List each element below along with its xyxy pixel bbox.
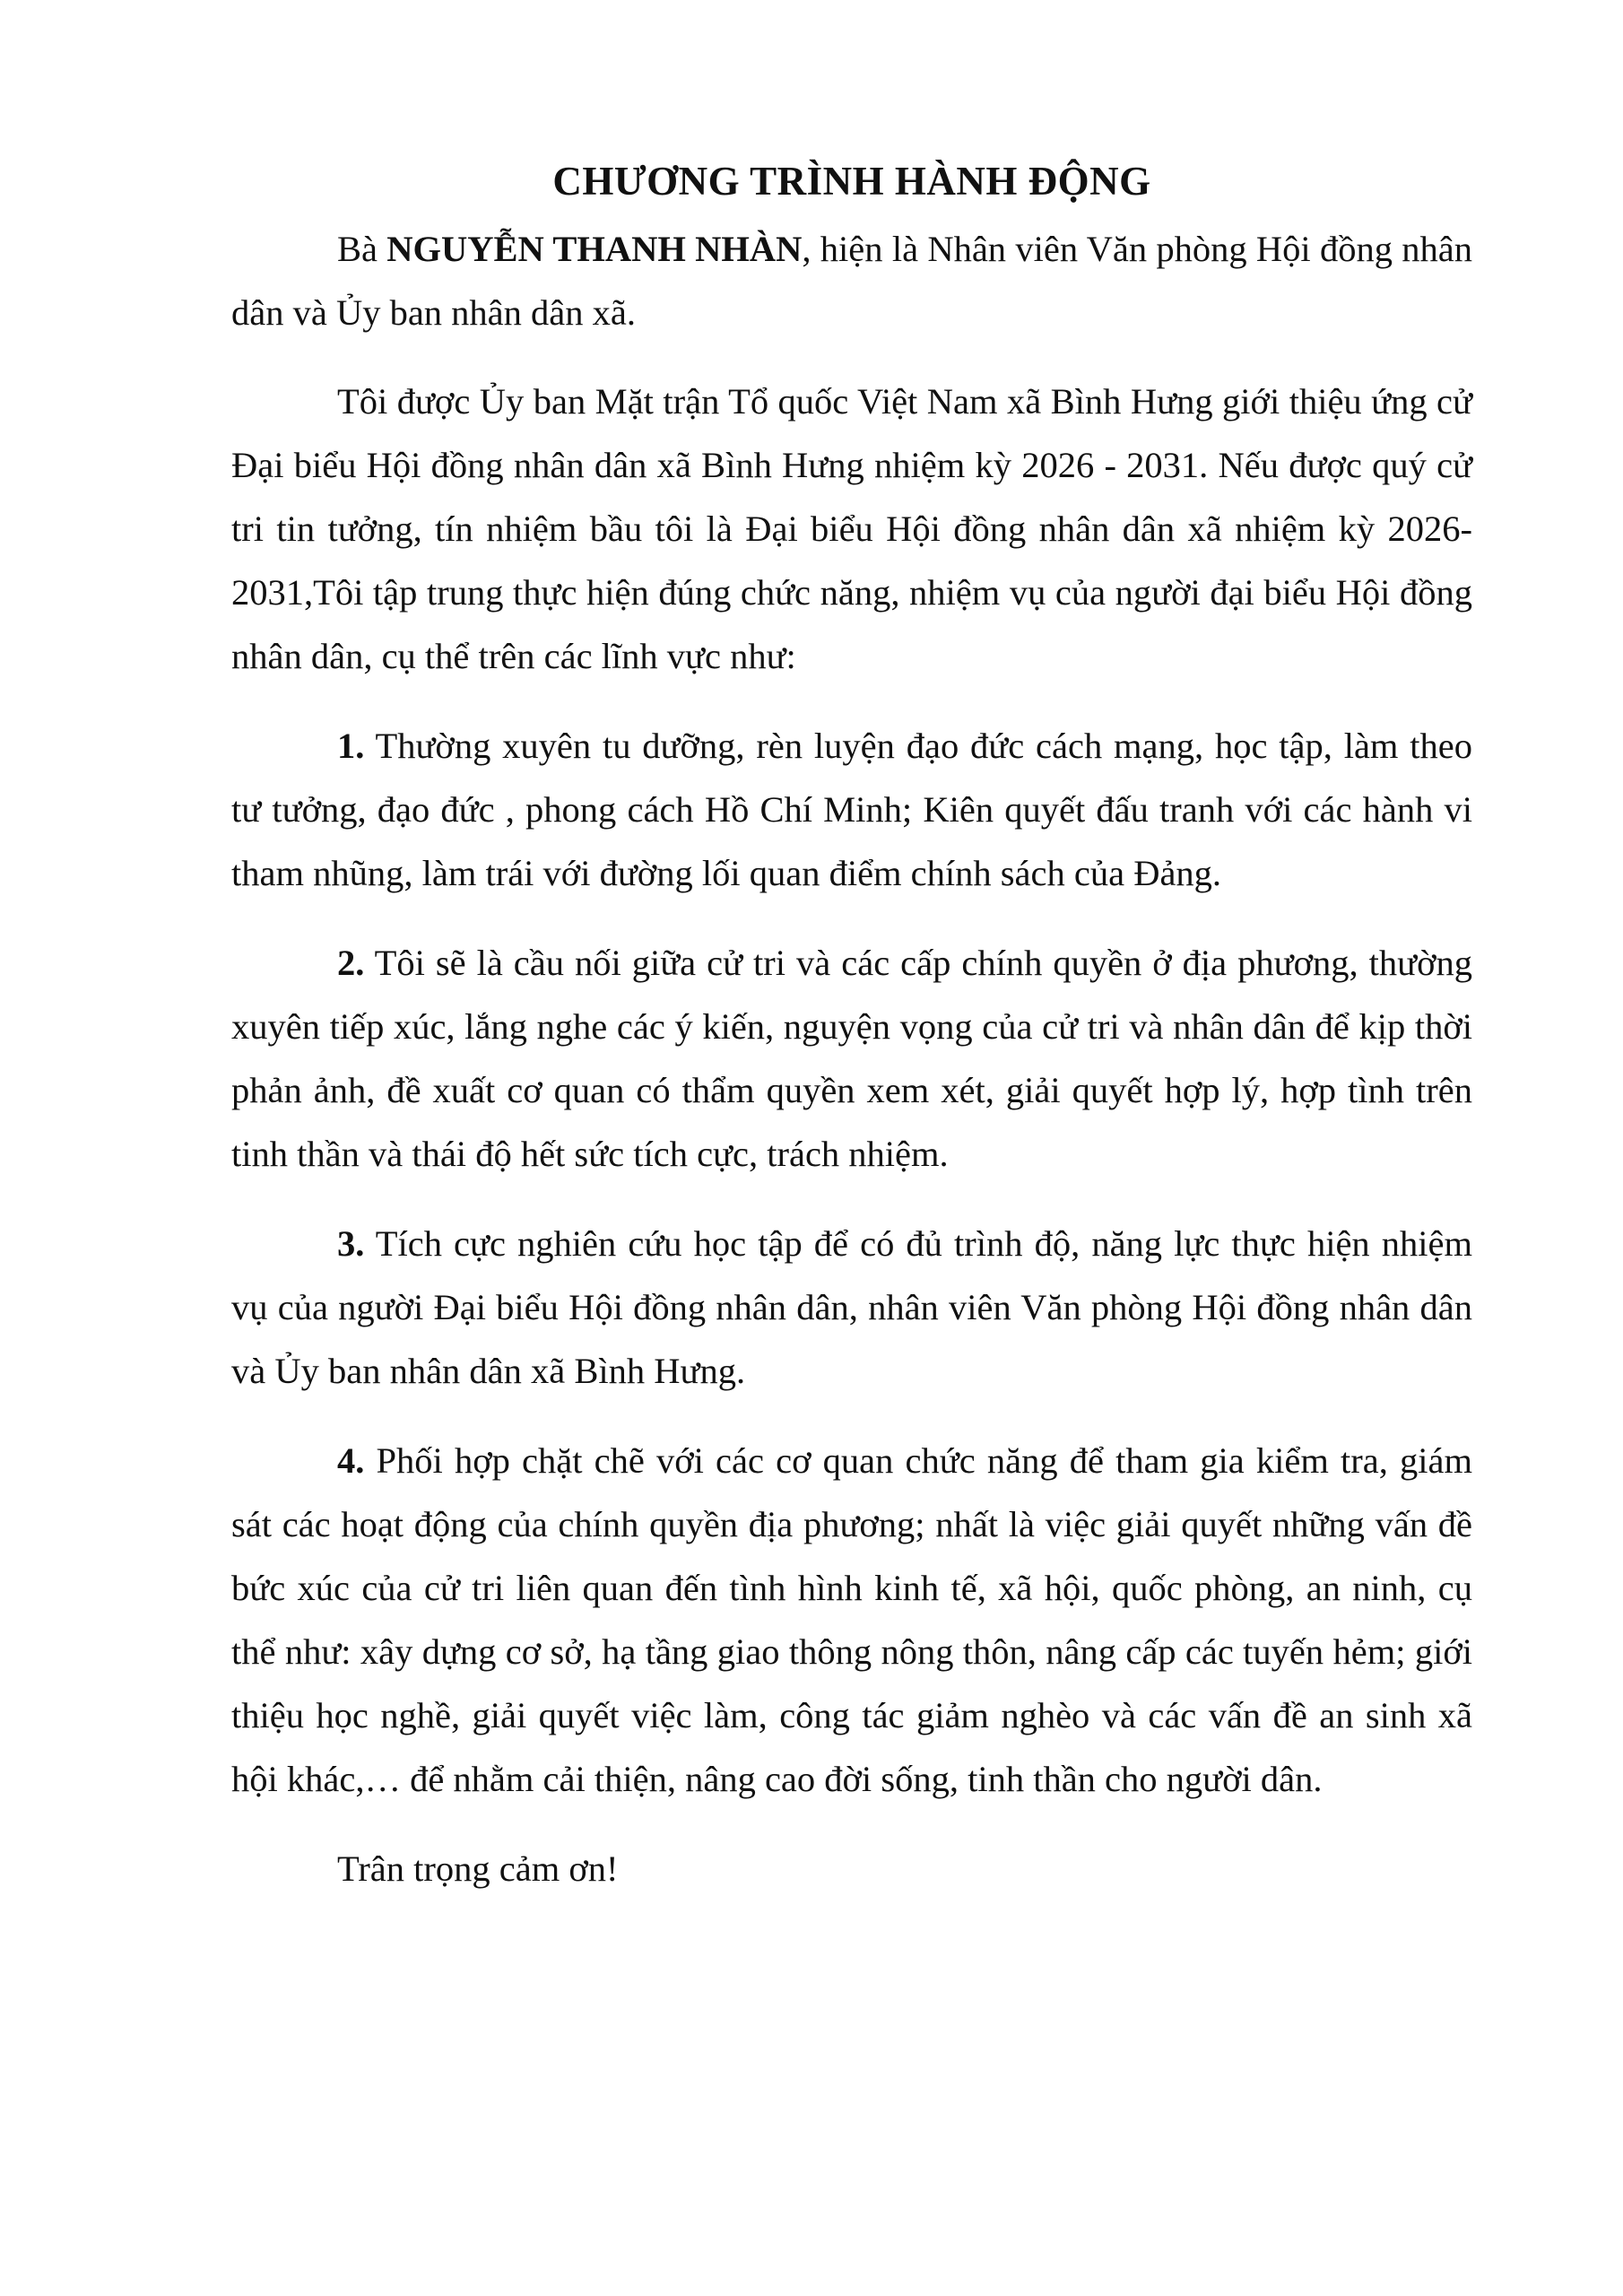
intro-suffix: , hiện là Nhân viên Văn phòng Hội đồng nhân dân và Ủy ban nhân dân xã. (231, 229, 1472, 333)
document-title: CHƯƠNG TRÌNH HÀNH ĐỘNG (552, 159, 1151, 204)
action-item-1 (231, 714, 1472, 905)
action-item-4 (231, 1429, 1472, 1811)
action-item-3 (231, 1212, 1472, 1403)
candidate-name: NGUYỄN THANH NHÀN (386, 229, 803, 269)
closing-line: Trân trọng cảm ơn! (337, 1848, 619, 1889)
item-text: Phối hợp chặt chẽ với các cơ quan chức năng để tham gia kiểm tra, giám sát các hoạt động của chính quyền địa phương; nhất là việc giải quyết những vấn đề bức xúc của cử tri liên quan đến tình hình kinh tế, xã hội, quốc phòng, an ninh, cụ thể như: xây dựng cơ sở, hạ tầng giao thông nông thôn, nâng cấp các tuyến hẻm; giới thiệu học nghề, giải quyết việc làm, công tác giảm nghèo và các vấn đề an sinh xã hội khác,… để nhằm cải thiện, nâng cao đời sống, tinh thần cho người dân. (231, 1440, 1472, 1799)
nomination-paragraph: Tôi được Ủy ban Mặt trận Tổ quốc Việt Nam xã Bình Hưng giới thiệu ứng cử Đại biểu Hội đồng nhân dân xã Bình Hưng nhiệm kỳ 2026 - 2031. Nếu được quý cử tri tin tưởng, tín nhiệm bầu tôi là Đại biểu Hội đồng nhân dân xã nhiệm kỳ 2026-2031,Tôi tập trung thực hiện đúng chức năng, nhiệm vụ của người đại biểu Hội đồng nhân dân, cụ thể trên các lĩnh vực như: (231, 381, 1472, 676)
intro-paragraph (231, 217, 1472, 344)
document-body (231, 151, 1472, 1926)
item-number: 3. (337, 1223, 365, 1264)
item-text: Tôi sẽ là cầu nối giữa cử tri và các cấp chính quyền ở địa phương, thường xuyên tiếp xúc, lắng nghe các ý kiến, nguyện vọng của cử tri và nhân dân để kịp thời phản ảnh, đề xuất cơ quan có thẩm quyền xem xét, giải quyết hợp lý, hợp tình trên tinh thần và thái độ hết sức tích cực, trách nhiệm. (231, 943, 1472, 1174)
item-number: 4. (337, 1440, 365, 1481)
item-number: 2. (337, 943, 365, 983)
item-text: Thường xuyên tu dưỡng, rèn luyện đạo đức cách mạng, học tập, làm theo tư tưởng, đạo đức , phong cách Hồ Chí Minh; Kiên quyết đấu tranh với các hành vi tham nhũng, làm trái với đường lối quan điểm chính sách của Đảng. (231, 726, 1472, 893)
intro-prefix: Bà (337, 229, 387, 269)
item-text: Tích cực nghiên cứu học tập để có đủ trình độ, năng lực thực hiện nhiệm vụ của người Đại biểu Hội đồng nhân dân, nhân viên Văn phòng Hội đồng nhân dân và Ủy ban nhân dân xã Bình Hưng. (231, 1223, 1472, 1391)
item-number: 1. (337, 726, 365, 766)
action-item-2 (231, 931, 1472, 1186)
